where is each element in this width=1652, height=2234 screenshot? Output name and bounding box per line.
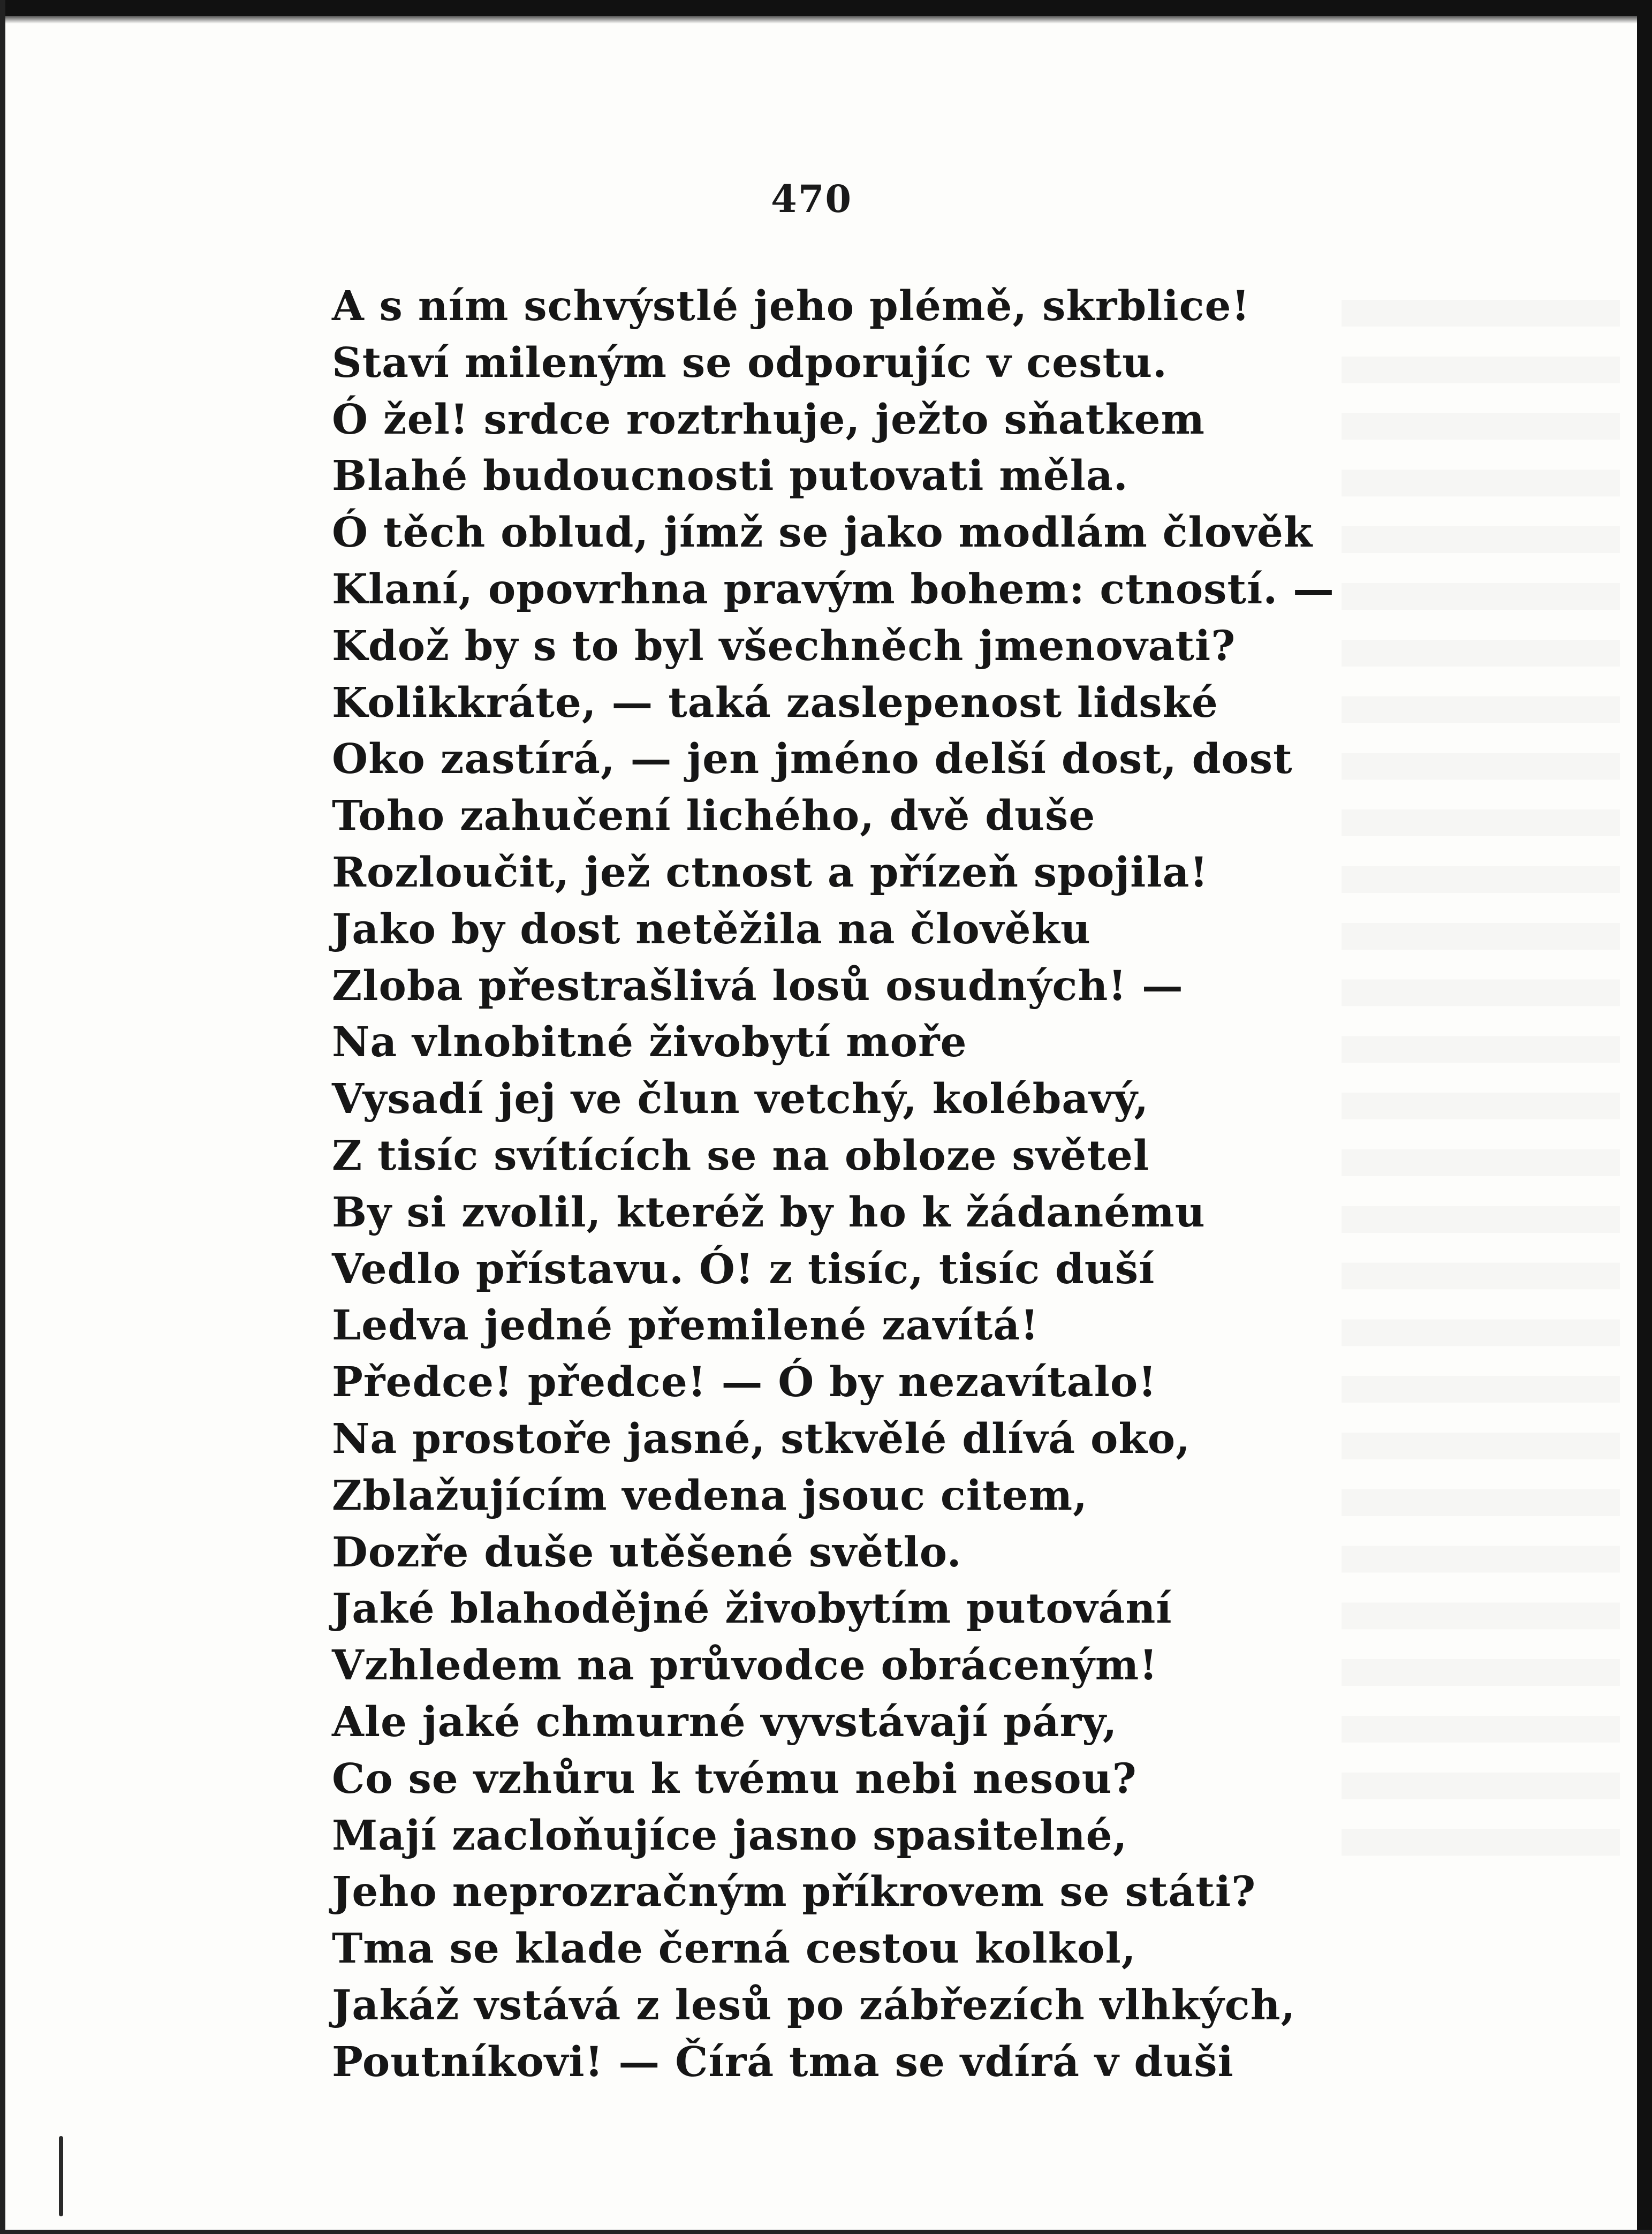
verse-line: Vzhledem na průvodce obráceným! (332, 1641, 1158, 1690)
show-through-texture (1342, 278, 1620, 1884)
verse-line: Jako by dost netěžila na člověku (332, 905, 1091, 953)
verse-line: Staví mileným se odporujíc v cestu. (332, 338, 1168, 387)
verse-line: Na prostoře jasné, stkvělé dlívá oko, (332, 1414, 1191, 1463)
scan-edge-right (1637, 0, 1652, 2234)
verse-line: Toho zahučení lichého, dvě duše (332, 792, 1096, 840)
verse-line: Na vlnobitné živobytí moře (332, 1018, 967, 1067)
verse-line: Jaké blahodějné živobytím putování (332, 1585, 1172, 1633)
poem-text (332, 278, 1349, 2091)
scan-edge-left (0, 0, 5, 2234)
verse-line: Rozloučit, jež ctnost a přízeň spojila! (332, 848, 1209, 897)
verse-line: Mají zacloňujíce jasno spasitelné, (332, 1811, 1128, 1860)
verse-line: Zblažujícím vedena jsouc citem, (332, 1471, 1088, 1520)
verse-line: Tma se klade černá cestou kolkol, (332, 1925, 1136, 1973)
verse-line: By si zvolil, kteréž by ho k žádanému (332, 1188, 1206, 1237)
verse-line: Co se vzhůru k tvému nebi nesou? (332, 1754, 1137, 1803)
verse-line: Poutníkovi! — Čírá tma se vdírá v duši (332, 2038, 1234, 2086)
verse-line: Kolikkráte, — taká zaslepenost lidské (332, 678, 1218, 727)
scan-edge-shadow (0, 16, 1652, 24)
verse-line: Blahé budoucnosti putovati měla. (332, 452, 1128, 501)
scan-edge-bottom (0, 2230, 1652, 2234)
verse-line: Zloba přestrašlivá losů osudných! — (332, 961, 1184, 1010)
verse-line: A s ním schvýstlé jeho plémě, skrblice! (332, 282, 1251, 330)
verse-line: Ale jaké chmurné vyvstávají páry, (332, 1698, 1118, 1746)
verse-line: Ó žel! srdce roztrhuje, ježto sňatkem (332, 395, 1206, 444)
verse-line: Předce! předce! — Ó by nezavítalo! (332, 1358, 1157, 1407)
verse-line: Kdož by s to byl všechněch jmenovati? (332, 622, 1236, 670)
verse-line: Vedlo přístavu. Ó! z tisíc, tisíc duší (332, 1245, 1155, 1293)
verse-line: Jakáž vstává z lesů po zábřezích vlhkých, (332, 1981, 1296, 2029)
verse-line: Ledva jedné přemilené zavítá! (332, 1301, 1039, 1350)
page-number: 470 (771, 177, 853, 221)
verse-line: Vysadí jej ve člun vetchý, kolébavý, (332, 1075, 1149, 1124)
verse-line: Z tisíc svítících se na obloze světel (332, 1131, 1150, 1180)
scan-edge-top (0, 0, 1652, 16)
verse-line: Dozře duše utěšené světlo. (332, 1528, 962, 1577)
verse-line: Ó těch oblud, jímž se jako modlám člověk (332, 509, 1313, 557)
verse-line: Klaní, opovrhna pravým bohem: ctností. — (332, 565, 1335, 614)
verse-line: Oko zastírá, — jen jméno delší dost, dost (332, 735, 1293, 784)
verse-line: Jeho neprozračným příkrovem se státi? (332, 1868, 1256, 1917)
binding-mark (59, 2136, 63, 2216)
